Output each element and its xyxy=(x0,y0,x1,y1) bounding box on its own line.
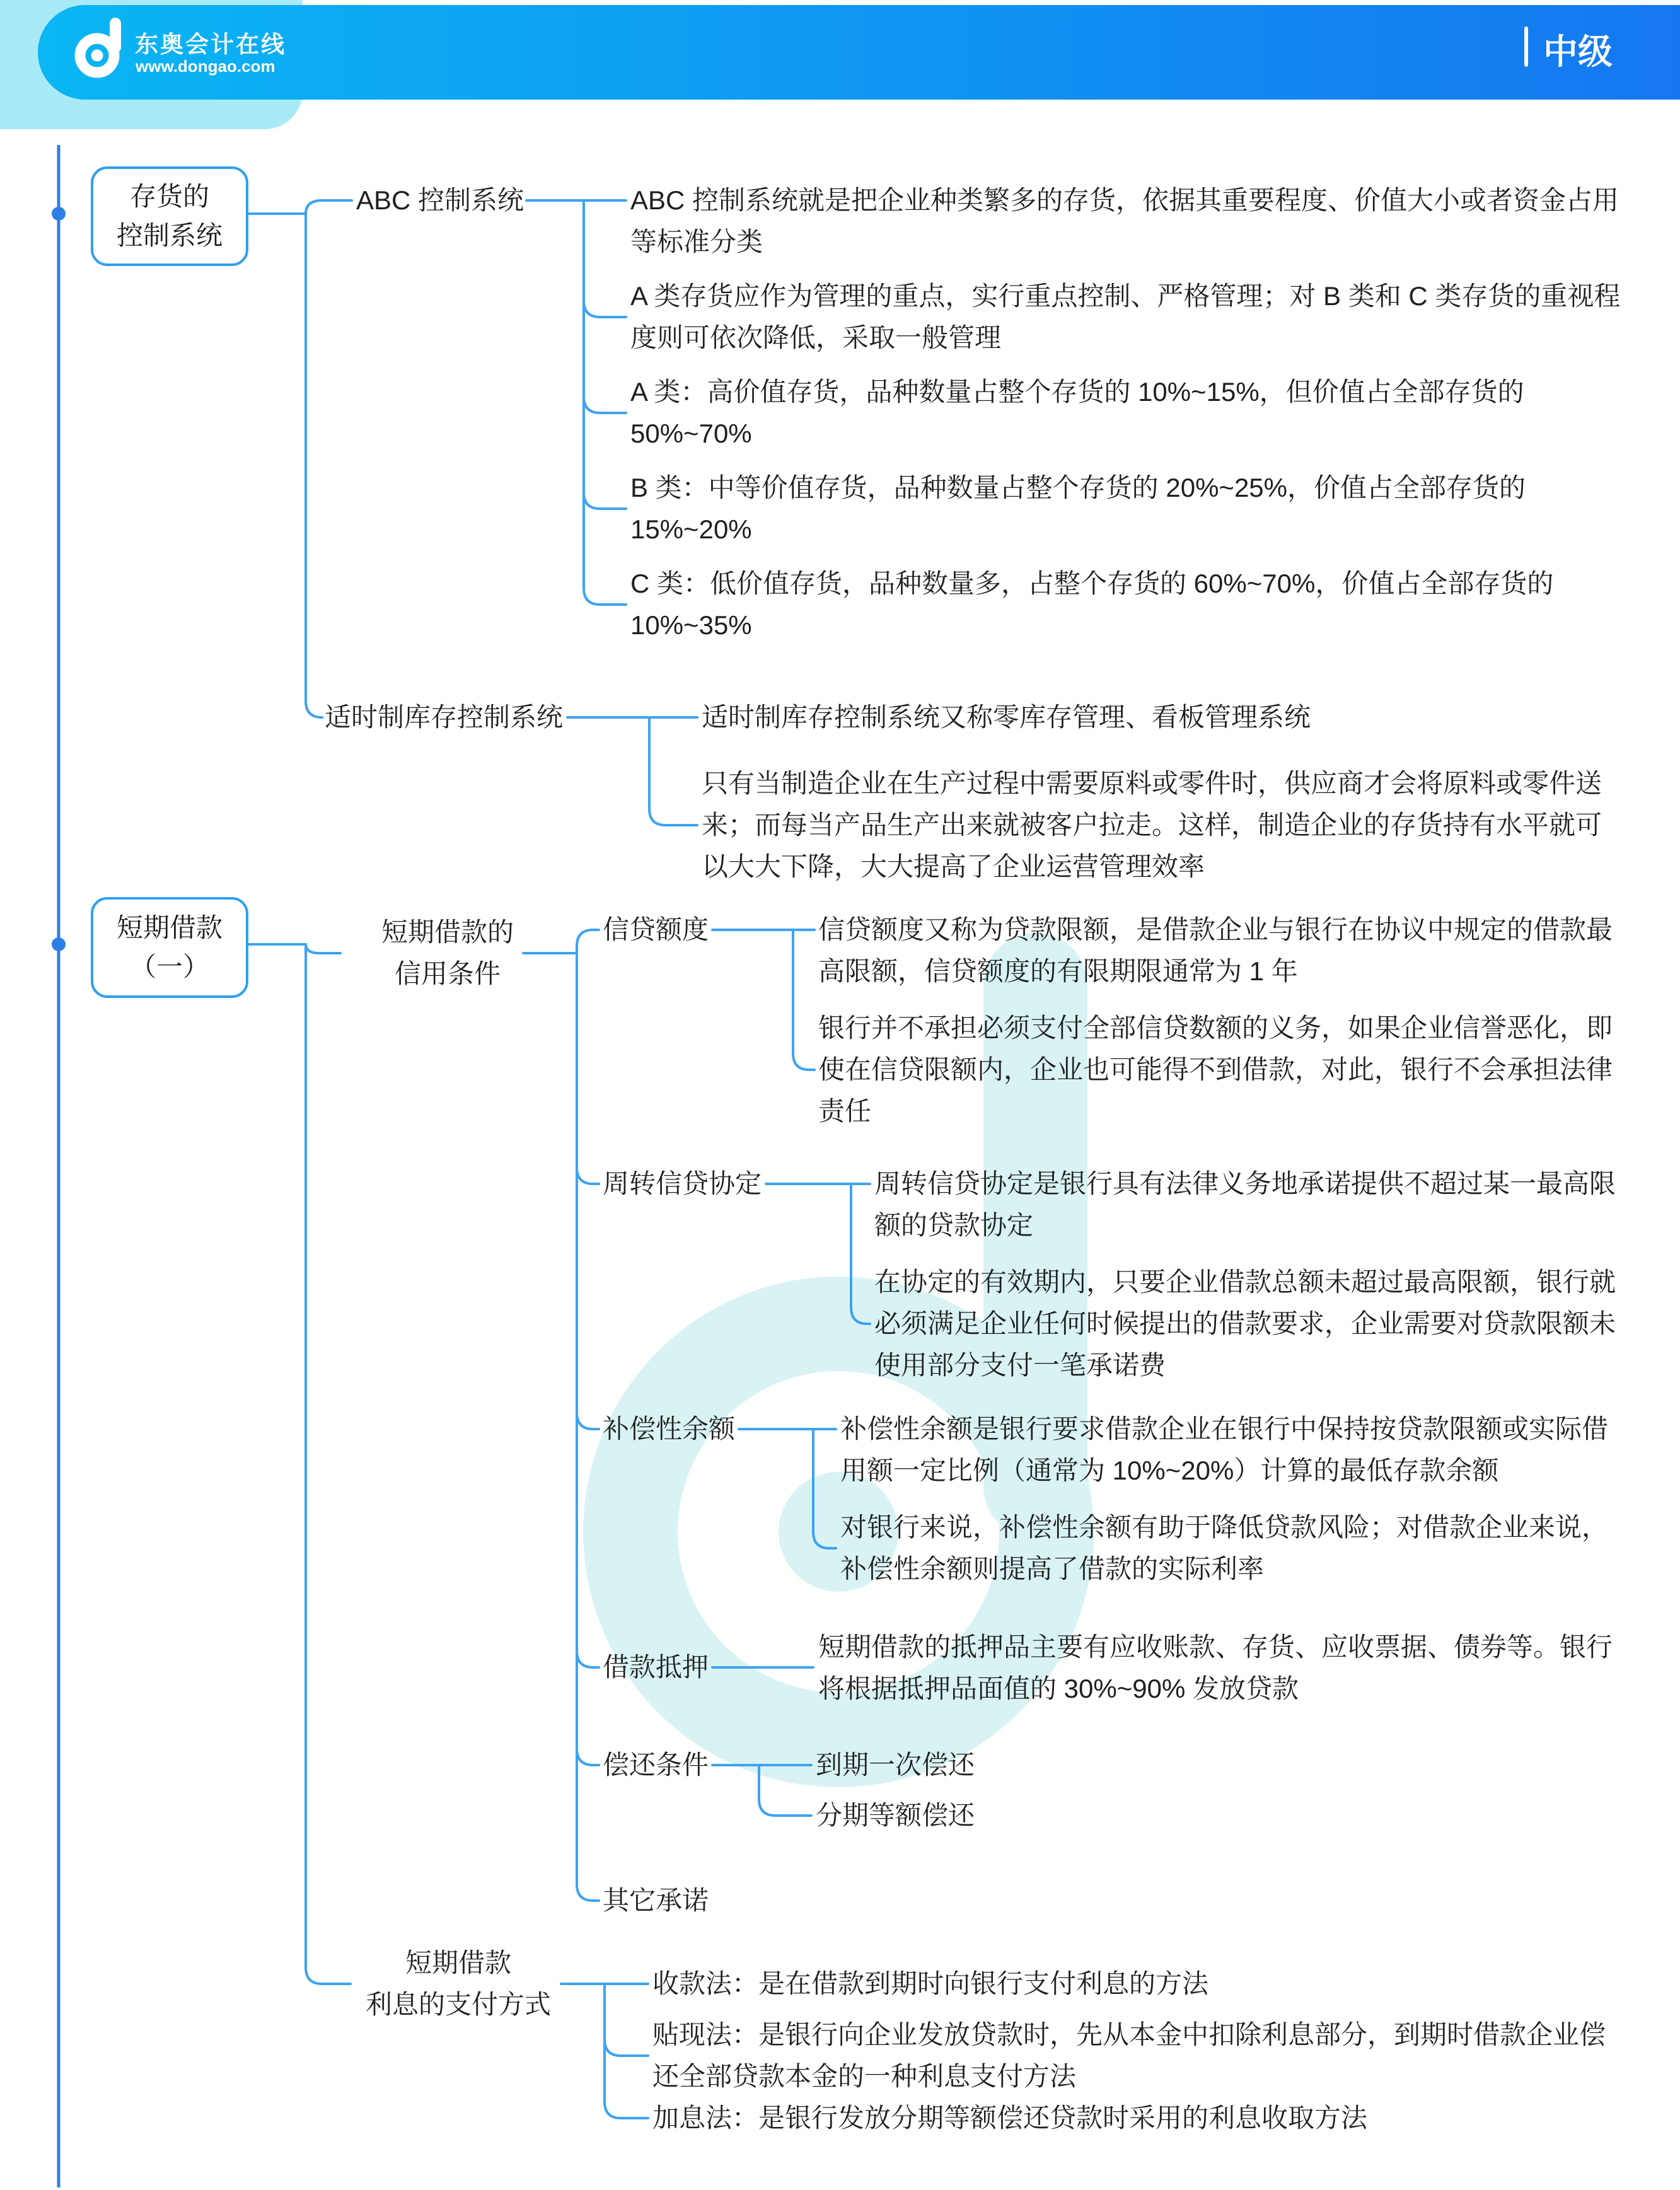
level-badge: 中级 xyxy=(1543,32,1613,71)
note-paragraph: 贴现法：是银行向企业发放贷款时，先从本金中扣除利息部分，到期时借款企业偿 还全部贷款本金的一种利息支付方法 xyxy=(652,2020,1606,2091)
note-paragraph: C 类：低价值存货，品种数量多，占整个存货的 60%~70%，价值占全部存货的 10%~35% xyxy=(630,569,1554,640)
brand-name: 东奥会计在线 xyxy=(135,32,286,57)
note-paragraph: 在协定的有效期内，只要企业借款总额未超过最高限额，银行就 必须满足企业任何时候提出的借款要求，企业需要对贷款限额未 使用部分支付一笔承诺费 xyxy=(874,1267,1616,1380)
note-paragraph: B 类：中等价值存货，品种数量占整个存货的 20%~25%，价值占全部存货的 15%~20% xyxy=(630,473,1526,544)
note-paragraph: 适时制库存控制系统又称零库存管理、看板管理系统 xyxy=(702,702,1311,732)
branch-label-abc-system: ABC 控制系统 xyxy=(356,185,524,215)
branch-label-loan-collateral: 借款抵押 xyxy=(603,1652,709,1682)
note-paragraph: A 类存货应作为管理的重点，实行重点控制、严格管理；对 B 类和 C 类存货的重视程 度则可依次降低，采取一般管理 xyxy=(630,281,1621,352)
note-paragraph: 补偿性余额是银行要求借款企业在银行中保持按贷款限额或实际借 用额一定比例（通常为 10%~20%）计算的最低存款余额 xyxy=(840,1414,1609,1485)
note-paragraph: A 类：高价值存货，品种数量占整个存货的 10%~15%，但价值占全部存货的 50%~70% xyxy=(630,377,1524,448)
note-paragraph: ABC 控制系统就是把企业种类繁多的存货，依据其重要程度、价值大小或者资金占用 等标准分类 xyxy=(630,185,1619,257)
note-paragraph: 信贷额度又称为贷款限额，是借款企业与银行在协议中规定的借款最 高限额，信贷额度的有限期限通常为 1 年 xyxy=(818,915,1613,986)
note-paragraph: 分期等额偿还 xyxy=(816,1800,975,1830)
note-paragraph: 周转信贷协定是银行具有法律义务地承诺提供不超过某一最高限 额的贷款协定 xyxy=(874,1169,1616,1240)
trunk-dot xyxy=(52,937,66,951)
branch-label-repayment-terms: 偿还条件 xyxy=(603,1750,709,1780)
branch-label-revolving-credit: 周转信贷协定 xyxy=(603,1169,762,1198)
note-paragraph: 只有当制造企业在生产过程中需要原料或零件时，供应商才会将原料或零件送 来；而每当产品生产出来就被客户拉走。这样，制造企业的存货持有水平就可 以大大下降，大大提高了企业运营管理效率 xyxy=(702,768,1602,881)
branch-label-other-commitments: 其它承诺 xyxy=(603,1886,709,1915)
topic-box-short-term-loan: 短期借款 （一） xyxy=(91,897,248,998)
note-paragraph: 对银行来说，补偿性余额有助于降低贷款风险；对借款企业来说， 补偿性余额则提高了借款的实际利率 xyxy=(840,1512,1609,1584)
note-paragraph: 到期一次偿还 xyxy=(816,1750,975,1780)
note-paragraph: 收款法：是在借款到期时向银行支付利息的方法 xyxy=(652,1969,1209,1998)
note-paragraph: 加息法：是银行发放分期等额偿还贷款时采用的利息收取方法 xyxy=(652,2103,1368,2133)
branch-label-jit-system: 适时制库存控制系统 xyxy=(325,702,564,732)
branch-label-interest-payment: 短期借款 利息的支付方式 xyxy=(365,1948,551,2019)
branch-label-credit-terms: 短期借款的 信用条件 xyxy=(381,917,514,988)
topic-box-inventory-control: 存货的 控制系统 xyxy=(91,166,248,266)
note-paragraph: 银行并不承担必须支付全部信贷数额的义务，如果企业信誉恶化，即 使在信贷限额内，企业也可能得不到借款，对此，银行不会承担法律 责任 xyxy=(818,1013,1613,1126)
trunk-dot xyxy=(52,207,66,221)
branch-label-credit-line: 信贷额度 xyxy=(603,915,709,944)
branch-label-compensating-balance: 补偿性余额 xyxy=(603,1414,736,1444)
note-paragraph: 短期借款的抵押品主要有应收账款、存货、应收票据、债券等。银行 将根据抵押品面值的 30%~90% 发放贷款 xyxy=(818,1632,1613,1703)
brand-url: www.dongao.com xyxy=(136,57,275,76)
